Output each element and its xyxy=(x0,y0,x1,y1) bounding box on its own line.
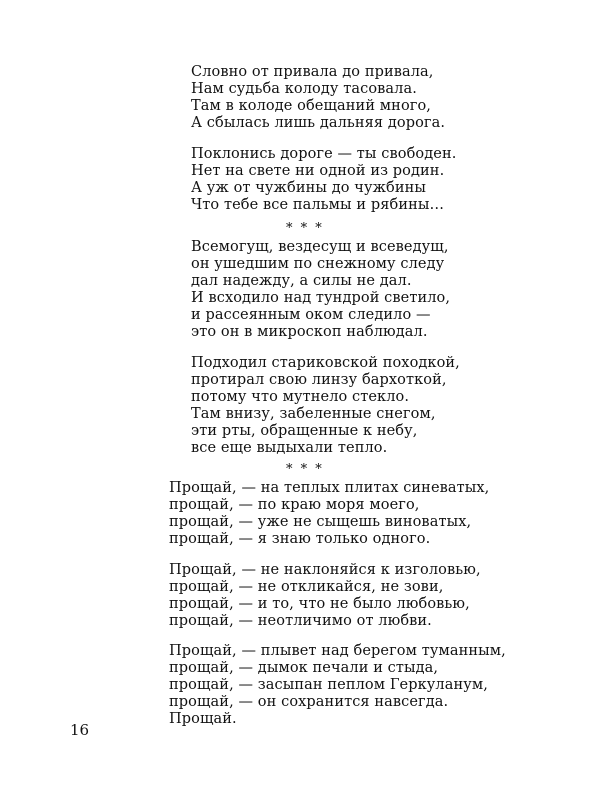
poem-line: прощай, — я знаю только одного. xyxy=(169,531,431,547)
poem-line: Нам судьба колоду тасовала. xyxy=(191,81,417,97)
poem-line: Словно от привала до привала, xyxy=(191,64,434,80)
section-separator: * * * xyxy=(286,462,324,477)
poem-line: А уж от чужбины до чужбины xyxy=(191,180,427,196)
poem-line: протирал свою линзу бархоткой, xyxy=(191,372,447,388)
poem-line: Что тебе все пальмы и рябины… xyxy=(191,197,445,213)
poem-line: потому что мутнело стекло. xyxy=(191,389,410,405)
poem-line: А сбылась лишь дальняя дорога. xyxy=(191,115,446,131)
poem-line: прощай, — по краю моря моего, xyxy=(169,497,420,513)
poem-line: Подходил стариковской походкой, xyxy=(191,355,460,371)
poem-line: Там в колоде обещаний много, xyxy=(191,98,432,114)
poem-line: Прощай, — плывет над берегом туманным, xyxy=(169,643,506,659)
poem-line: Поклонись дороге — ты свободен. xyxy=(191,146,457,162)
poem-line: это он в микроскоп наблюдал. xyxy=(191,324,428,340)
poem-line: прощай, — не откликайся, не зови, xyxy=(169,579,444,595)
page-number: 16 xyxy=(70,721,90,739)
poem-line: прощай, — уже не сыщешь виноватых, xyxy=(169,514,472,530)
poem-line: дал надежду, а силы не дал. xyxy=(191,273,412,289)
poem-line: прощай, — он сохранится навсегда. xyxy=(169,694,449,710)
poem-line: прощай, — дымок печали и стыда, xyxy=(169,660,439,676)
poem-line: Прощай. xyxy=(169,711,237,727)
poem-line: И всходило над тундрой светило, xyxy=(191,290,451,306)
poem-line: Прощай, — на теплых плитах синеватых, xyxy=(169,480,490,496)
poem-line: он ушедшим по снежному следу xyxy=(191,256,445,272)
section-separator: * * * xyxy=(286,221,324,236)
poem-line: Всемогущ, вездесущ и всеведущ, xyxy=(191,239,449,255)
poem-line: и рассеянным оком следило — xyxy=(191,307,431,323)
poem-line: Прощай, — не наклоняйся к изголовью, xyxy=(169,562,481,578)
poem-line: эти рты, обращенные к небу, xyxy=(191,423,418,439)
poem-line: все еще выдыхали тепло. xyxy=(191,440,388,456)
poem-line: прощай, — и то, что не было любовью, xyxy=(169,596,470,612)
poem-line: Там внизу, забеленные снегом, xyxy=(191,406,436,422)
poem-line: прощай, — неотличимо от любви. xyxy=(169,613,432,629)
poem-line: Нет на свете ни одной из родин. xyxy=(191,163,445,179)
poem-line: прощай, — засыпан пеплом Геркуланум, xyxy=(169,677,488,693)
